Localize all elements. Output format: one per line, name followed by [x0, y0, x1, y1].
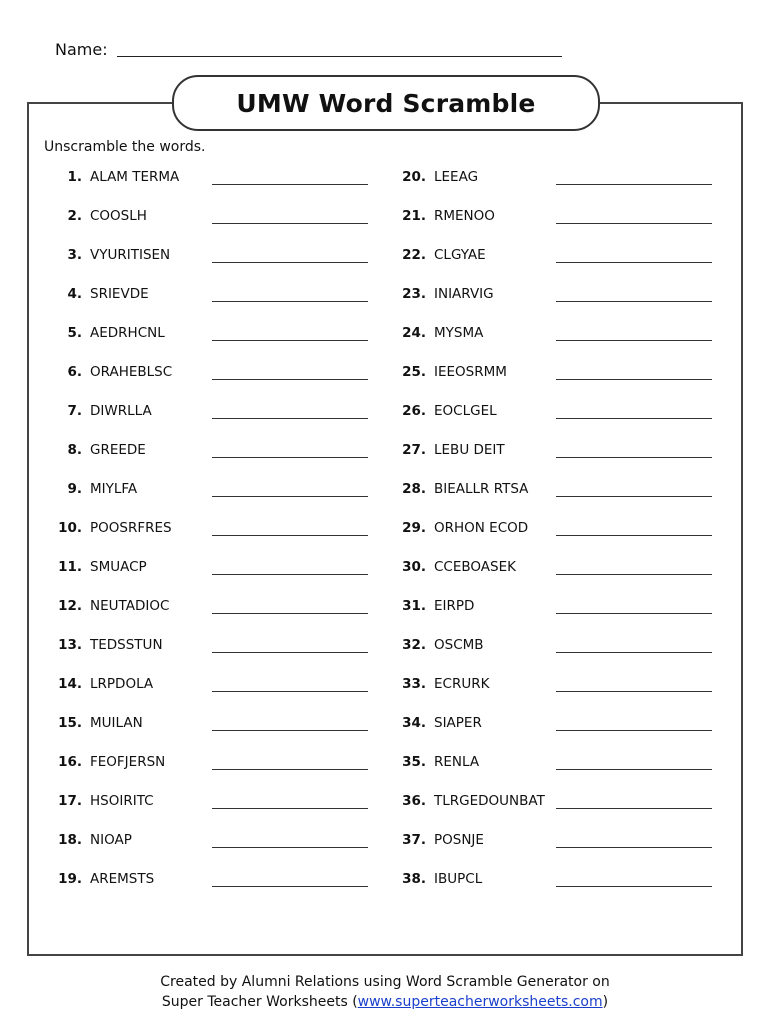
- word-item: [390, 360, 720, 399]
- scrambled-word: RENLA: [434, 754, 480, 770]
- word-item: [390, 789, 720, 828]
- scrambled-word: DIWRLLA: [90, 403, 152, 419]
- scrambled-word: POSNJE: [434, 832, 484, 848]
- scrambled-word: TLRGEDOUNBAT: [434, 793, 545, 809]
- word-item: [390, 321, 720, 360]
- word-item: [46, 360, 376, 399]
- answer-blank[interactable]: [212, 793, 368, 809]
- answer-blank[interactable]: [212, 364, 368, 380]
- footer-credit: [0, 972, 770, 1012]
- word-item: [46, 165, 376, 204]
- scrambled-word: RMENOO: [434, 208, 495, 224]
- scrambled-word: CCEBOASEK: [434, 559, 516, 575]
- name-field-row: [55, 40, 562, 59]
- answer-blank[interactable]: [556, 793, 712, 809]
- item-number: 15.: [58, 715, 82, 731]
- word-item: [46, 321, 376, 360]
- item-number: 19.: [58, 871, 82, 887]
- scrambled-word: AEDRHCNL: [90, 325, 165, 341]
- scrambled-word: SIAPER: [434, 715, 482, 731]
- item-number: 27.: [402, 442, 426, 458]
- answer-blank[interactable]: [212, 325, 368, 341]
- word-item: [46, 438, 376, 477]
- word-item: [46, 633, 376, 672]
- word-item: [390, 828, 720, 867]
- item-number: 35.: [402, 754, 426, 770]
- scrambled-word: ECRURK: [434, 676, 490, 692]
- answer-blank[interactable]: [212, 832, 368, 848]
- item-number: 20.: [402, 169, 426, 185]
- word-item: [390, 555, 720, 594]
- word-item: [46, 594, 376, 633]
- item-number: 17.: [58, 793, 82, 809]
- item-number: 37.: [402, 832, 426, 848]
- item-number: 16.: [58, 754, 82, 770]
- word-item: [390, 672, 720, 711]
- scrambled-word: SRIEVDE: [90, 286, 149, 302]
- item-number: 23.: [402, 286, 426, 302]
- answer-blank[interactable]: [212, 481, 368, 497]
- item-number: 8.: [67, 442, 82, 458]
- word-item: [46, 243, 376, 282]
- item-number: 25.: [402, 364, 426, 380]
- word-item: [46, 750, 376, 789]
- item-number: 6.: [67, 364, 82, 380]
- scrambled-word: NEUTADIOC: [90, 598, 170, 614]
- word-item: [46, 711, 376, 750]
- answer-blank[interactable]: [556, 715, 712, 731]
- answer-blank[interactable]: [556, 325, 712, 341]
- word-item: [46, 828, 376, 867]
- scrambled-word: OSCMB: [434, 637, 484, 653]
- word-item: [46, 672, 376, 711]
- answer-blank[interactable]: [212, 403, 368, 419]
- footer-line-2: [0, 992, 770, 1012]
- answer-blank[interactable]: [212, 598, 368, 614]
- word-item: [390, 477, 720, 516]
- answer-blank[interactable]: [556, 169, 712, 185]
- item-number: 36.: [402, 793, 426, 809]
- scrambled-word: IBUPCL: [434, 871, 483, 887]
- answer-blank[interactable]: [556, 364, 712, 380]
- word-item: [46, 204, 376, 243]
- word-item: [390, 399, 720, 438]
- answer-blank[interactable]: [212, 715, 368, 731]
- item-number: 29.: [402, 520, 426, 536]
- word-item: [390, 711, 720, 750]
- word-item: [390, 165, 720, 204]
- name-blank-line[interactable]: [117, 56, 562, 57]
- footer-prefix: Super Teacher Worksheets (: [161, 994, 358, 1010]
- answer-blank[interactable]: [556, 403, 712, 419]
- word-item: [46, 789, 376, 828]
- item-number: 12.: [58, 598, 82, 614]
- scrambled-word: ALAM TERMA: [90, 169, 180, 185]
- scrambled-word: CLGYAE: [434, 247, 486, 263]
- word-item: [390, 516, 720, 555]
- word-item: [390, 243, 720, 282]
- scrambled-word: MUILAN: [90, 715, 143, 731]
- instructions-text: Unscramble the words.: [44, 139, 206, 155]
- name-label: Name:: [55, 40, 108, 59]
- answer-blank[interactable]: [212, 520, 368, 536]
- word-item: [46, 867, 376, 906]
- item-number: 2.: [67, 208, 82, 224]
- scrambled-word: INIARVIG: [434, 286, 494, 302]
- footer-suffix: ): [602, 994, 609, 1010]
- answer-blank[interactable]: [556, 520, 712, 536]
- scrambled-word: LRPDOLA: [90, 676, 154, 692]
- answer-blank[interactable]: [556, 442, 712, 458]
- scrambled-word: FEOFJERSN: [90, 754, 166, 770]
- word-item: [46, 282, 376, 321]
- answer-blank[interactable]: [212, 286, 368, 302]
- word-item: [390, 282, 720, 321]
- scrambled-word: VYURITISEN: [90, 247, 171, 263]
- word-item: [46, 477, 376, 516]
- answer-blank[interactable]: [212, 754, 368, 770]
- word-item: [46, 555, 376, 594]
- scrambled-word: MIYLFA: [90, 481, 138, 497]
- scrambled-word: LEEAG: [434, 169, 479, 185]
- scrambled-word: GREEDE: [90, 442, 146, 458]
- item-number: 34.: [402, 715, 426, 731]
- answer-blank[interactable]: [556, 637, 712, 653]
- answer-blank[interactable]: [556, 208, 712, 224]
- scrambled-word: AREMSTS: [90, 871, 155, 887]
- answer-blank[interactable]: [556, 832, 712, 848]
- word-item: [390, 438, 720, 477]
- scrambled-word: EOCLGEL: [434, 403, 497, 419]
- item-number: 30.: [402, 559, 426, 575]
- item-number: 21.: [402, 208, 426, 224]
- scrambled-word: IEEOSRMM: [434, 364, 507, 380]
- item-number: 28.: [402, 481, 426, 497]
- scrambled-word: POOSRFRES: [90, 520, 172, 536]
- word-item: [390, 594, 720, 633]
- scrambled-word: EIRPD: [434, 598, 475, 614]
- word-item: [46, 516, 376, 555]
- word-item: [46, 399, 376, 438]
- answer-blank[interactable]: [212, 169, 368, 185]
- answer-blank[interactable]: [212, 559, 368, 575]
- scrambled-word: COOSLH: [90, 208, 147, 224]
- item-number: 9.: [67, 481, 82, 497]
- word-list-right: [390, 165, 720, 906]
- item-number: 10.: [58, 520, 82, 536]
- answer-blank[interactable]: [212, 637, 368, 653]
- worksheet-title: UMW Word Scramble: [172, 75, 600, 131]
- word-list-left: [46, 165, 376, 906]
- scrambled-word: NIOAP: [90, 832, 132, 848]
- scrambled-word: ORAHEBLSC: [90, 364, 173, 380]
- item-number: 26.: [402, 403, 426, 419]
- scrambled-word: HSOIRITC: [90, 793, 154, 809]
- footer-line-1: Created by Alumni Relations using Word Scramble Generator on: [160, 974, 610, 990]
- scrambled-word: LEBU DEIT: [434, 442, 505, 458]
- item-number: 7.: [67, 403, 82, 419]
- scrambled-word: TEDSSTUN: [90, 637, 163, 653]
- item-number: 33.: [402, 676, 426, 692]
- answer-blank[interactable]: [212, 676, 368, 692]
- scrambled-word: ORHON ECOD: [434, 520, 529, 536]
- answer-blank[interactable]: [556, 676, 712, 692]
- answer-blank[interactable]: [556, 559, 712, 575]
- item-number: 3.: [67, 247, 82, 263]
- item-number: 13.: [58, 637, 82, 653]
- item-number: 38.: [402, 871, 426, 887]
- answer-blank[interactable]: [556, 286, 712, 302]
- answer-blank[interactable]: [212, 871, 368, 887]
- item-number: 4.: [67, 286, 82, 302]
- item-number: 18.: [58, 832, 82, 848]
- scrambled-word: MYSMA: [434, 325, 484, 341]
- answer-blank[interactable]: [212, 442, 368, 458]
- answer-blank[interactable]: [556, 871, 712, 887]
- item-number: 11.: [58, 559, 82, 575]
- item-number: 5.: [67, 325, 82, 341]
- item-number: 22.: [402, 247, 426, 263]
- word-item: [390, 204, 720, 243]
- item-number: 1.: [67, 169, 82, 185]
- answer-blank[interactable]: [556, 247, 712, 263]
- answer-blank[interactable]: [556, 754, 712, 770]
- word-item: [390, 750, 720, 789]
- item-number: 31.: [402, 598, 426, 614]
- item-number: 24.: [402, 325, 426, 341]
- answer-blank[interactable]: [212, 208, 368, 224]
- answer-blank[interactable]: [556, 481, 712, 497]
- word-item: [390, 633, 720, 672]
- scrambled-word: SMUACP: [90, 559, 147, 575]
- footer-link[interactable]: www.superteacherworksheets.com: [357, 994, 603, 1010]
- word-item: [390, 867, 720, 906]
- scrambled-word: BIEALLR RTSA: [434, 481, 529, 497]
- item-number: 14.: [58, 676, 82, 692]
- answer-blank[interactable]: [212, 247, 368, 263]
- item-number: 32.: [402, 637, 426, 653]
- answer-blank[interactable]: [556, 598, 712, 614]
